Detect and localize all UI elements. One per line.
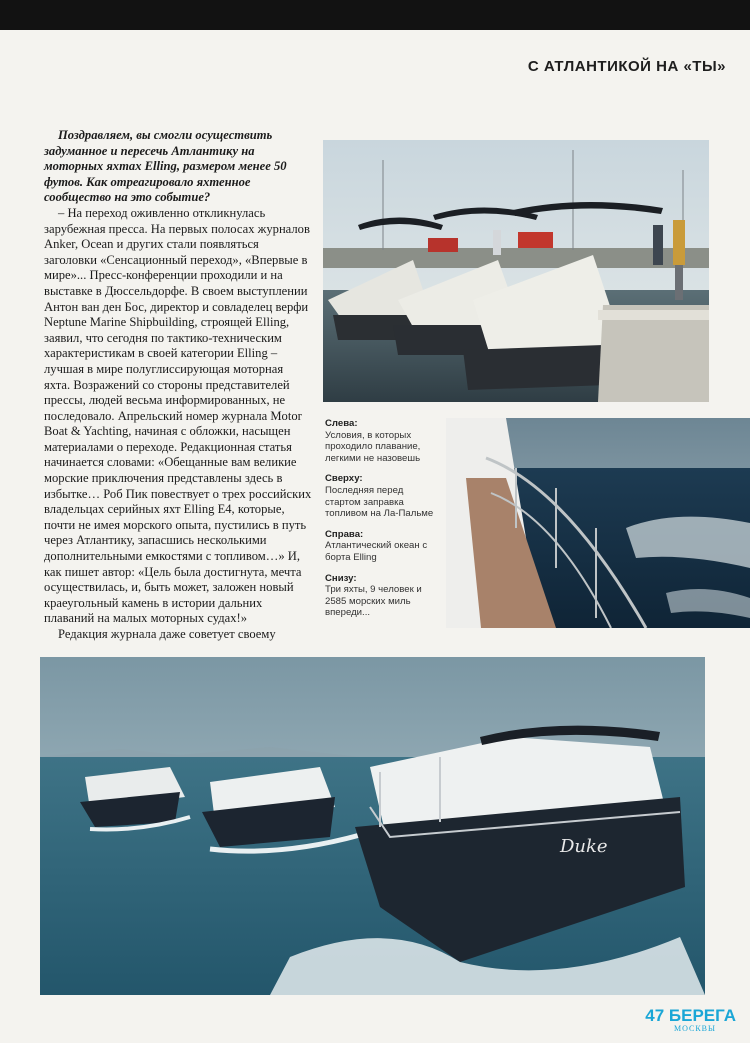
interview-question: Поздравляем, вы смогли осуществить задуманное и пересечь Атлантику на моторных яхтах Elling, размером менее 50 футов. Как отреагировало яхтенное сообщество на это событие? <box>44 128 287 205</box>
caption-right: Справа: Атлантический океан с борта Elling <box>325 528 428 563</box>
page-number-brand: 47 БЕРЕГА <box>645 1006 736 1025</box>
top-black-bar <box>0 0 750 30</box>
caption-top: Сверху: Последняя перед стартом заправка топливом на Ла-Пальме <box>325 473 434 520</box>
photo-refueling-dock <box>323 140 709 402</box>
article-paragraph: – На переход оживленно откликнулась зарубежная пресса. На первых полосах журналов Anker, Ocean и других стали появляться заголовки «Сенсационный переход», «Впервые в мире»... Пресс-конференции проходили и на выставке в Дюссельдорфе. В своем выступлении Антон ван ден Бос, директор и совладелец верфи Neptune Marine Shipbuilding, строящей Elling, заявил, что сегодня по тактико-техническим характеристикам в своей категории Elling – лучшая в мире полуглиссирующая моторная яхта. Возражений со стороны представителей прессы, людей весьма информированных, не последовало. Апрельский номер журнала Motor Boat & Yachting, начиная с обложки, насыщен материалами о переходе. Редакционная статья начинается словами: «Обещанные вам великие морские приключения представлены здесь в избытке… Роб Пик повествует о трех российских владельцах серийных яхт Elling E4, которые, почти не имея морского опыта, пустились в путь через Атлантику, запасшись несколькими дополнительными емкостями с топливом…» И, как пишет автор: «Цель была достигнута, мечта осуществилась, и, быть может, заложен новый краеугольный камень в истории дальних плаваний на малых моторных судах!» <box>44 205 312 626</box>
page-footer <box>645 1006 736 1033</box>
brand-subtitle: МОСКВЫ <box>674 1024 716 1033</box>
article-column <box>44 128 312 643</box>
photo-captions <box>325 418 440 628</box>
photo-ocean-from-deck <box>446 418 750 628</box>
article-paragraph: Редакция журнала даже советует своему <box>58 627 276 641</box>
photo-three-yachts <box>40 657 705 995</box>
boat-name-label: Duke <box>560 836 608 857</box>
caption-bottom: Снизу: Три яхты, 9 человек и 2585 морских миль впереди... <box>325 572 422 619</box>
section-title: С АТЛАНТИКОЙ НА «ТЫ» <box>527 58 726 75</box>
caption-left: Слева: Условия, в которых проходило плавание, легкими не назовешь <box>325 418 421 464</box>
